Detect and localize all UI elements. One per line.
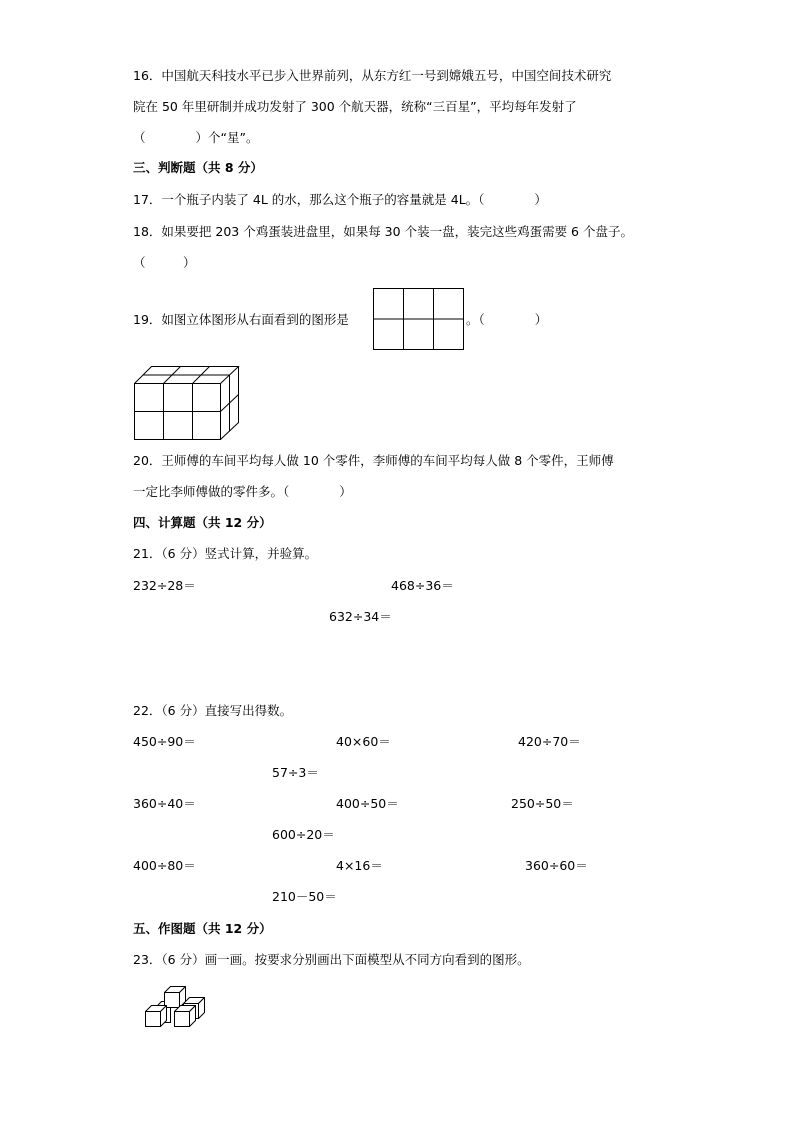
q22-item-12: 210－50＝ [272,889,337,904]
q20-line-2: 一定比李师傅做的零件多。（ ） [133,484,352,499]
cuboid-3d-figure [134,366,242,442]
q22-title: 22．（6 分）直接写出得数。 [133,703,293,718]
q19-prefix: 19．如图立体图形从右面看到的图形是 [133,312,349,327]
q21-item-2: 468÷36＝ [391,578,454,593]
q18-line-2: （ ） [133,255,196,270]
q16-line-1: 16．中国航天科技水平已步入世界前列，从东方红一号到嫦娥五号，中国空间技术研究 [133,68,612,83]
section-5-title: 五、作图题（共 12 分） [133,921,272,936]
q19-suffix: 。（ ） [466,312,548,327]
q17-text: 17．一个瓶子内装了 4L 的水，那么这个瓶子的容量就是 4L。（ ） [133,192,547,207]
cuboid-lines [135,367,239,440]
q21-item-1: 232÷28＝ [133,578,196,593]
q22-item-10: 4×16＝ [336,858,383,873]
q22-item-3: 420÷70＝ [518,734,581,749]
cube-stack-lines [146,987,205,1027]
q22-item-4: 57÷3＝ [272,765,319,780]
q22-item-9: 400÷80＝ [133,858,196,873]
q22-item-6: 400÷50＝ [336,796,399,811]
q16-line-3: （ ）个“星”。 [133,130,259,145]
q22-item-2: 40×60＝ [336,734,391,749]
q22-item-8: 600÷20＝ [272,827,335,842]
q23-title: 23．（6 分）画一画。按要求分别画出下面模型从不同方向看到的图形。 [133,952,530,967]
q21-item-3: 632÷34＝ [329,609,392,624]
q20-line-1: 20．王师傅的车间平均每人做 10 个零件，李师傅的车间平均每人做 8 个零件，王师傅 [133,453,614,468]
q22-item-11: 360÷60＝ [525,858,588,873]
q22-item-5: 360÷40＝ [133,796,196,811]
right-view-grid-figure [373,288,465,351]
cube-stack-figure [145,986,207,1028]
q22-item-1: 450÷90＝ [133,734,196,749]
q18-line-1: 18．如果要把 203 个鸡蛋装进盘里，如果每 30 个装一盘，装完这些鸡蛋需要 6 个盘子。 [133,224,633,239]
section-4-title: 四、计算题（共 12 分） [133,515,272,530]
section-3-title: 三、判断题（共 8 分） [133,160,263,175]
q21-title: 21．（6 分）竖式计算，并验算。 [133,546,318,561]
q16-line-2: 院在 50 年里研制并成功发射了 300 个航天器，统称“三百星”，平均每年发射了 [133,99,577,114]
q22-item-7: 250÷50＝ [511,796,574,811]
